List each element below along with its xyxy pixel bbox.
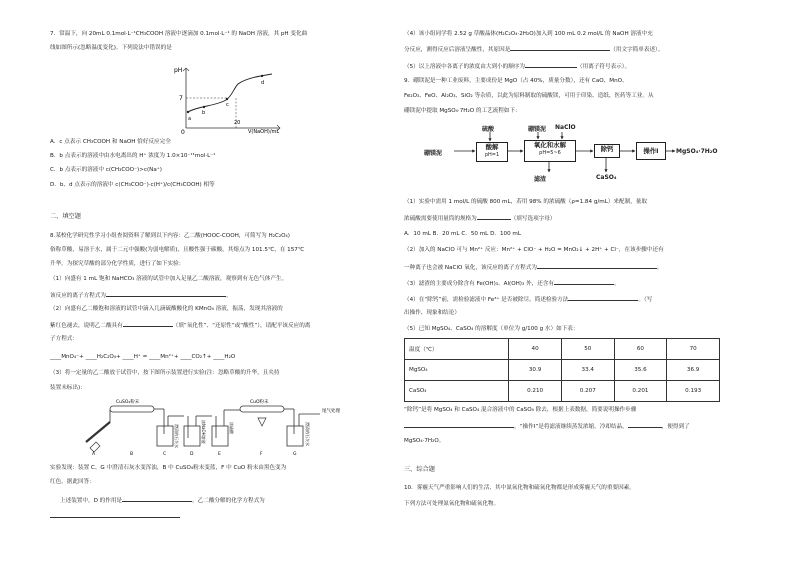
letter-g: G — [293, 452, 297, 456]
table-cell: 36.9 — [667, 360, 720, 381]
q9-s5-line1: “除钙”是将 MgSO₄ 和 CaSO₄ 混合溶液中的 CaSO₄ 除去，根据上表数据，简要说明操作步骤 — [404, 407, 637, 413]
q8-part5 — [404, 61, 630, 71]
label-cuo: CuO粉末 — [250, 400, 269, 405]
q7-stem-line2: 线如图所示(忽略温度变化)。下列说法中错误的是 — [50, 45, 172, 51]
answer-blank[interactable] — [510, 44, 610, 51]
step-operation-1-label: 操作Ⅰ — [643, 147, 659, 155]
table-cell: 0.207 — [561, 381, 614, 402]
q8-line13 — [50, 495, 265, 505]
q8-line4: （1）向盛有 1 mL 饱和 NaHCO₃ 溶液的试管中加入足量乙二酸溶液，观察到有无色气体产生。 — [50, 276, 288, 282]
q8-part4-line2 — [404, 44, 663, 54]
q8-line12: 红色。据此回答： — [50, 479, 95, 485]
q9-s1-line1: （1）实验中需用 1 mol/L 的硫酸 800 mL，若用 98% 的浓硫酸（ρ=1.84 g/mL）来配制，量取 — [404, 199, 647, 205]
q10-line2: 下列方法可处理氮氧化物和硫氧化物。 — [404, 501, 500, 507]
point-c — [226, 98, 228, 100]
bottle-d — [184, 426, 200, 446]
graph-x-label: V(NaOH)/mL — [248, 129, 280, 134]
flow-start: 硼镁泥 — [424, 150, 443, 157]
label-tail-gas: 尾气处理 — [322, 409, 340, 414]
q9-s4-line1 — [404, 294, 652, 304]
letter-a: A — [92, 452, 96, 456]
point-a-label: a — [188, 116, 192, 122]
test-tube-a — [86, 422, 110, 442]
process-flow-diagram — [424, 120, 744, 184]
q9-s1-line2 — [404, 213, 556, 223]
answer-blank[interactable] — [50, 511, 180, 518]
q9-s2-text: 一种离子也会被 NaClO 氧化，该反应的离子方程式为 — [404, 265, 537, 271]
letter-f: F — [260, 452, 263, 456]
graph-y-tick: 7 — [179, 95, 183, 102]
q10-line1: 10．雾霾天气严重影响人们的生活，其中氮氧化物和硫氧化物都是形成雾霾天气的重要因素。 — [404, 485, 635, 491]
q8-line5: 该反应的离子方程式为 。 — [50, 290, 232, 300]
q9-s1-options: A．10 mL B．20 mL C．50 mL D．100 mL — [404, 231, 521, 237]
answer-blank[interactable] — [404, 421, 514, 428]
answer-blank[interactable] — [122, 495, 192, 502]
point-a — [187, 111, 189, 113]
q9-s5-line2 — [404, 421, 690, 431]
q8-line8: 子方程式： — [50, 336, 78, 342]
point-d — [261, 75, 263, 77]
q9-line3: 硼镁泥中提取 MgSO₄·7H₂O 的工艺流程如下： — [404, 108, 521, 114]
burner-f-icon — [258, 418, 266, 426]
step-acid-leach-label: 酸解 — [485, 143, 499, 151]
q8-line5-text: 该反应的离子方程式为 — [50, 293, 106, 299]
label-cuso4: CuSO₄粉末 — [116, 400, 140, 405]
left-column — [50, 0, 380, 562]
q9-s3: （3）滤渣的主要成分除含有 Fe(OH)₃、Al(OH)₃ 外，还含有 。 — [404, 278, 620, 288]
graph-origin: 0 — [181, 129, 185, 134]
q8-line2: 俗称草酸，易溶于水，属于二元中强酸(为弱电解质)，且酸性强于碳酸，其熔点为 101.5℃，在 157℃ — [50, 247, 305, 253]
q9-s5-line3: MgSO₄·7H₂O。 — [404, 438, 445, 444]
table-cell: CaSO₄ — [405, 381, 509, 402]
flow-product: MgSO₄·7H₂O — [676, 148, 718, 155]
q7-option-a: A．c 点表示 CH₃COOH 和 NaOH 恰好反应完全 — [50, 139, 171, 145]
flow-input-acid: 硫酸 — [482, 126, 495, 133]
q9-s2-line1: （2）加入的 NaClO 可与 Mn²⁺ 反应：Mn²⁺ + ClO⁻ + H₂O = MnO₂↓ + 2H⁺ + Cl⁻，在该步骤中还有 — [404, 247, 664, 253]
answer-blank[interactable] — [568, 294, 638, 301]
step-oxidize-label: 氧化和水解 — [534, 141, 566, 149]
table-cell: 0.193 — [667, 381, 720, 402]
table-cell: MgSO₄ — [405, 360, 509, 381]
section-2-heading: 二、填空题 — [50, 213, 81, 220]
table-cell: 30.9 — [509, 360, 562, 381]
table-cell: 0.210 — [509, 381, 562, 402]
q8-equation: ____MnO₄⁻+ ____H₂C₂O₄+ ____H⁺ = ____Mn²⁺+ ____CO₂↑+ ____H₂O — [50, 354, 236, 360]
q9-s5-text-b: 。“操作Ⅰ”是将滤液继续蒸发浓缩，冷却结晶， — [514, 424, 628, 430]
tube-b — [110, 406, 154, 412]
bottle-g — [287, 426, 303, 446]
table-header-cell: 60 — [614, 339, 667, 360]
answer-blank[interactable] — [106, 290, 226, 297]
table-header-row — [405, 339, 720, 360]
section-3-heading: 三、综合题 — [404, 466, 435, 473]
q7-option-c: C．b 点表示的溶液中 c(CH₃COO⁻)>c(Na⁺) — [50, 167, 162, 173]
q8-part5-text: （5）以上溶液中各离子的浓度由大到小的顺序为 — [404, 64, 526, 70]
answer-blank[interactable] — [477, 213, 511, 220]
burner-icon — [90, 442, 100, 452]
letter-c: C — [163, 452, 167, 456]
step-acid-leach-ph: pH=1 — [484, 152, 500, 158]
q8-line6: （2）向盛有乙二酸饱和溶液的试管中滴入几滴硫酸酸化的 KMnO₄ 溶液，振荡，发现其溶液的 — [50, 306, 283, 312]
q8-line13-text-b: 。乙二酸分解的化学方程式为 — [192, 498, 265, 504]
ph-curve — [188, 74, 272, 112]
q9-s1-suffix: （填写选项字母） — [510, 216, 556, 222]
q8-part4-text: 分反应，测得反应后溶液呈酸性，其原因是 — [404, 47, 511, 53]
answer-blank[interactable] — [123, 320, 173, 327]
q7-stem-line1: 7．常温下，向 20mL 0.1mol·L⁻¹CH₃COOH 溶液中逐滴加 0.1mol·L⁻¹ 的 NaOH 溶液，其 pH 变化曲 — [50, 31, 308, 37]
q8-line1: 8.某校化学研究性学习小组查阅资料了解到以下内容：乙二酸(HOOC-COOH，可简写为 H₂C₂O₄) — [50, 233, 290, 239]
graph-x-tick: 20 — [234, 120, 241, 126]
q7-option-d: D．b、d 点表示的溶液中 c(CH₃COO⁻)·c(H⁺)/c(CH₃COOH) 相等 — [50, 182, 215, 188]
q8-part4-suffix: （用文字简单表述）。 — [610, 47, 664, 53]
table-row — [405, 360, 720, 381]
point-b-label: b — [202, 110, 206, 116]
right-column — [404, 0, 734, 562]
answer-blank[interactable] — [628, 421, 662, 428]
flow-arrows — [424, 120, 744, 184]
flow-output-residue: 滤渣 — [534, 176, 547, 183]
q8-line7-text-a: 紫红色褪去，说明乙二酸具有 — [50, 323, 123, 329]
step-oxidize-ph: pH=5~6 — [539, 150, 561, 156]
q8-line9: （3）将一定量的乙二酸放于试管中，按下图所示装置进行实验(注：忽略草酸的升华，且夹持 — [50, 370, 280, 376]
q9-s5-text-c: ，便得到了 — [661, 424, 690, 430]
bottle-c — [157, 426, 173, 446]
graph-y-label: pH — [174, 67, 183, 74]
table-header-cell: 50 — [561, 339, 614, 360]
flow-input-mud: 硼镁泥 — [528, 126, 547, 133]
q8-line7 — [50, 320, 310, 330]
point-d-label: d — [261, 80, 265, 86]
letter-e: E — [218, 452, 221, 456]
q8-part4-line1: （4）该小组同学将 2.52 g 草酸晶体(H₂C₂O₄·2H₂O)加入到 100 mL 0.2 mol/L 的 NaOH 溶液中充 — [404, 31, 653, 37]
table-cell: 0.201 — [614, 381, 667, 402]
point-b — [203, 106, 205, 108]
q9-s3-text: （3）滤渣的主要成分除含有 Fe(OH)₃、Al(OH)₃ 外，还含有 — [404, 281, 554, 287]
q8-line7-text-b: （填“氧化性”、“还原性”或“酸性”），请配平该反应的离 — [172, 323, 311, 329]
label-naoh: 浓NaOH溶液 — [201, 420, 206, 444]
solubility-table — [404, 338, 720, 402]
table-header-cell: 温度（℃） — [405, 339, 509, 360]
label-limewater-2: 澄清的石灰水 — [305, 422, 310, 446]
table-cell: 33.4 — [561, 360, 614, 381]
answer-blank[interactable] — [525, 61, 577, 68]
q9-line2: Fe₂O₃、FeO、Al₂O₃、SiO₂ 等杂质，以此为原料制取的硫酸镁，可用于印染、造纸、医药等工业。从 — [404, 93, 654, 99]
table-header-cell: 40 — [509, 339, 562, 360]
answer-blank[interactable] — [554, 278, 614, 285]
letter-b: B — [130, 452, 134, 456]
bottle-e — [212, 426, 228, 446]
table-header-cell: 70 — [667, 339, 720, 360]
q9-s4-line2: 出操作、现象和结论） — [404, 310, 460, 316]
q9-s2-line2: 一种离子也会被 NaClO 氧化，该反应的离子方程式为 。 — [404, 262, 663, 272]
step-remove-calcium-label: 除钙 — [600, 145, 614, 153]
label-limewater-1: 澄清的石灰水 — [174, 424, 179, 448]
apparatus-diagram — [80, 396, 370, 456]
q8-line3: 升华。为探究草酸的部分化学性质，进行了如下实验： — [50, 261, 185, 267]
q8-line14 — [50, 511, 180, 521]
q7-option-b: B．b 点表示的溶液中由水电离出的 H⁺ 浓度为 1.0×10⁻¹¹mol·L⁻¹ — [50, 153, 216, 159]
table-row — [405, 381, 720, 402]
flow-output-caso4: CaSO₄ — [596, 174, 617, 181]
tube-f — [240, 406, 284, 412]
q9-s4-text: （4）在“除钙”前，需检验滤液中 Fe³⁺ 是否被除尽，简述检验方法 — [404, 297, 569, 303]
label-h2so4: 浓硫酸 — [229, 422, 234, 434]
q8-line13-text-a: 上述装置中，D 的作用是 — [60, 498, 123, 504]
q8-line10: 装置未标出)： — [50, 385, 86, 391]
point-c-label: c — [226, 102, 229, 108]
q8-line11: 实验发现：装置 C、G 中澄清石灰水变浑浊，B 中 CuSO₄粉末变蓝，F 中 CuO 粉末由黑色变为 — [50, 465, 287, 471]
letter-d: D — [190, 452, 194, 456]
answer-blank[interactable] — [537, 262, 657, 269]
q9-s1-text: 浓硫酸需要使用量筒的规格为 — [404, 216, 477, 222]
q8-part5-suffix: （用离子符号表示）。 — [577, 64, 631, 70]
q9-s5-intro: （5）已知 MgSO₄、CaSO₄ 的溶解度（单位为 g/100 g 水）如下表： — [404, 326, 579, 332]
q9-s4-suffix: 。（写 — [638, 297, 653, 303]
ph-titration-graph — [168, 62, 288, 134]
table-cell: 35.6 — [614, 360, 667, 381]
flow-input-naclo: NaClO — [555, 124, 576, 131]
q9-line1: 9．硼镁泥是一种工业废料，主要成份是 MgO（占 40%，质量分数），还有 CaO、MnO、 — [404, 78, 628, 84]
